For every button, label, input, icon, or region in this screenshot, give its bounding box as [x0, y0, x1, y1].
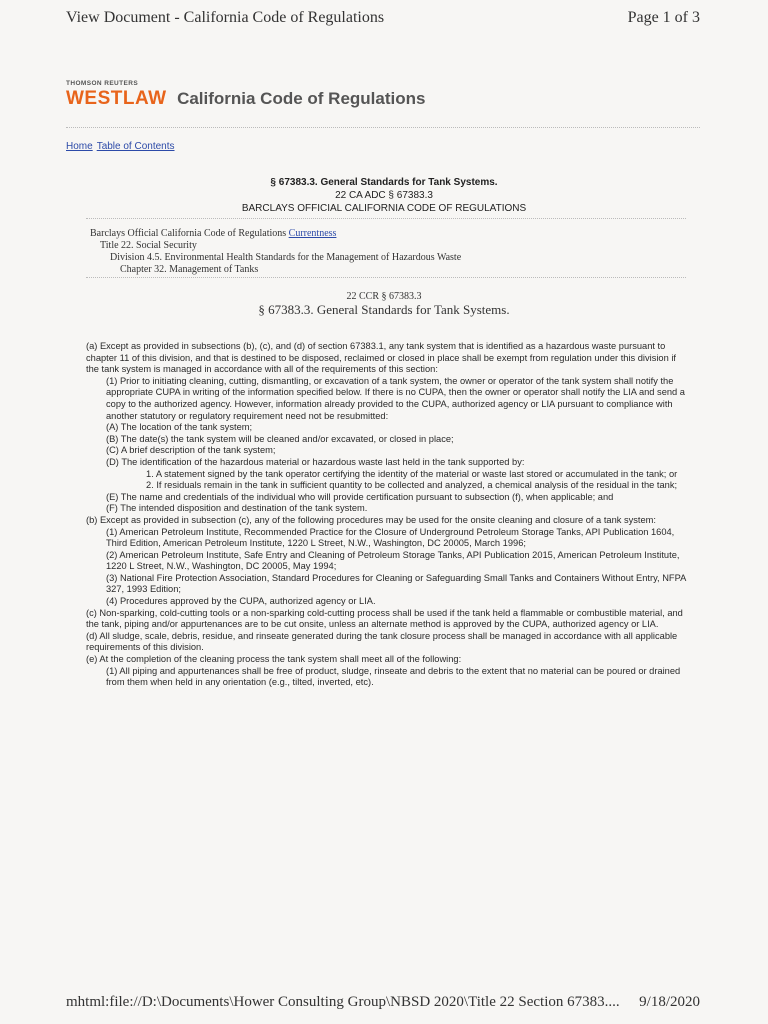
- table-of-contents-link[interactable]: Table of Contents: [96, 141, 175, 152]
- top-nav: [66, 141, 179, 152]
- print-footer-path: mhtml:file://D:\Documents\Hower Consulting Group\NBSD 2020\Title 22 Section 67383....: [66, 994, 620, 1010]
- paragraph-aC: (C) A brief description of the tank system;: [106, 445, 276, 456]
- header-divider: [66, 127, 700, 128]
- print-date: 9/18/2020: [639, 994, 700, 1010]
- paragraph-a1: (1) Prior to initiating cleaning, cutting, dismantling, or excavation of a tank system, the owner or operator of the tank system shall notify the appropriate CUPA in writing of the information specified below. If there is no CUPA, then the owner or operator shall notify the LIA and send a copy to the authorized agency. However, information already provided to the CUPA, authorized agency or LIA pursuant to compliance with another statutory or regulatory requirement need not be resubmitted:: [106, 375, 685, 421]
- paragraph-d: (d) All sludge, scale, debris, residue, and rinseate generated during the tank closure process shall be managed in accordance with all applicable requirements of this division.: [86, 630, 678, 653]
- paragraph-b4: (4) Procedures approved by the CUPA, authorized agency or LIA.: [106, 596, 376, 607]
- paragraph-aD: (D) The identification of the hazardous material or hazardous waste last held in the tank supported by:: [106, 456, 525, 467]
- paragraph-aD2: 2. If residuals remain in the tank in sufficient quantity to be collected and analyzed, a chemical analysis of the residual in the tank;: [146, 480, 678, 491]
- westlaw-logo[interactable]: WESTLAW: [66, 88, 167, 109]
- paragraph-aF: (F) The intended disposition and destination of the tank system.: [106, 503, 368, 514]
- breadcrumb-chapter: Chapter 32. Management of Tanks: [120, 264, 259, 275]
- document-title: § 67383.3. General Standards for Tank Systems.: [270, 177, 498, 188]
- breadcrumb-divider-bottom: [86, 277, 686, 278]
- paragraph-aB: (B) The date(s) the tank system will be cleaned and/or excavated, or closed in place;: [106, 433, 454, 444]
- paragraph-b2: (2) American Petroleum Institute, Safe Entry and Cleaning of Petroleum Storage Tanks, API Publication 2015, American Petroleum Institute, 1220 L Street, N.W., Washington, DC 20005, May 1994;: [106, 549, 680, 572]
- paragraph-e: (e) At the completion of the cleaning process the tank system shall meet all of the following:: [86, 654, 462, 665]
- currentness-link[interactable]: Currentness: [288, 228, 337, 239]
- paragraph-e1: (1) All piping and appurtenances shall be free of product, sludge, rinseate and debris to the extent that no material can be poured or drained from them when held in any orientation (e.g., tilted, inverted, etc).: [106, 665, 681, 688]
- page-number: Page 1 of 3: [627, 9, 700, 26]
- breadcrumb-source: Barclays Official California Code of Regulations Currentness: [90, 228, 337, 239]
- print-footer: [66, 994, 700, 1011]
- publisher-label: THOMSON REUTERS: [66, 80, 139, 87]
- westlaw-brand: [66, 80, 425, 110]
- print-header-title: View Document - California Code of Regulations: [66, 9, 385, 26]
- document-title-block: [0, 176, 768, 215]
- site-title: California Code of Regulations: [177, 89, 426, 108]
- section-heading: § 67383.3. General Standards for Tank Systems.: [258, 302, 510, 317]
- breadcrumb-divider-top: [86, 218, 686, 219]
- print-header: [66, 9, 700, 27]
- breadcrumb-division: Division 4.5. Environmental Health Standards for the Management of Hazardous Waste: [110, 252, 462, 263]
- document-body: [86, 341, 686, 689]
- document-collection: BARCLAYS OFFICIAL CALIFORNIA CODE OF REGULATIONS: [241, 203, 527, 214]
- paragraph-c: (c) Non-sparking, cold-cutting tools or a non-sparking cold-cutting process shall be used if the tank held a flammable or combustible material, and the tank, piping and/or appurtenances are to be cut onsite, unless an alternate method is approved by the CUPA, authorized agency or LIA.: [86, 607, 683, 630]
- paragraph-aE: (E) The name and credentials of the individual who will provide certification pursuant to subsection (f), when applicable; and: [106, 491, 614, 502]
- paragraph-b: (b) Except as provided in subsection (c), any of the following procedures may be used for the onsite cleaning and closure of a tank system:: [86, 514, 656, 525]
- paragraph-aA: (A) The location of the tank system;: [106, 422, 253, 433]
- paragraph-aD1: 1. A statement signed by the tank operator certifying the identity of the material or waste last stored or accumulated in the tank; or: [146, 468, 678, 479]
- paragraph-b1: (1) American Petroleum Institute, Recommended Practice for the Closure of Underground Petroleum Storage Tanks, API Publication 1604, Third Edition, American Petroleum Institute, 1220 L Street, N.W., Washington, DC 20005, March 1996;: [106, 526, 675, 549]
- paragraph-a: (a) Except as provided in subsections (b), (c), and (d) of section 67383.1, any tank system that is identified as a hazardous waste pursuant to chapter 11 of this division, and that is destined to be disposed, reclaimed or closed in place shall be exempt from regulation under this division if the tank system is managed in accordance with all of the requirements of this section:: [86, 341, 676, 375]
- home-link[interactable]: Home: [66, 141, 93, 152]
- paragraph-b3: (3) National Fire Protection Association, Standard Procedures for Cleaning or Safeguarding Small Tanks and Containers Without Entry, NFPA 327, 1993 Edition;: [106, 572, 686, 595]
- document-cite: 22 CA ADC § 67383.3: [335, 190, 433, 201]
- breadcrumb-title: Title 22. Social Security: [100, 240, 197, 251]
- breadcrumb: [90, 228, 461, 276]
- ccr-citation: 22 CCR § 67383.3: [346, 291, 422, 302]
